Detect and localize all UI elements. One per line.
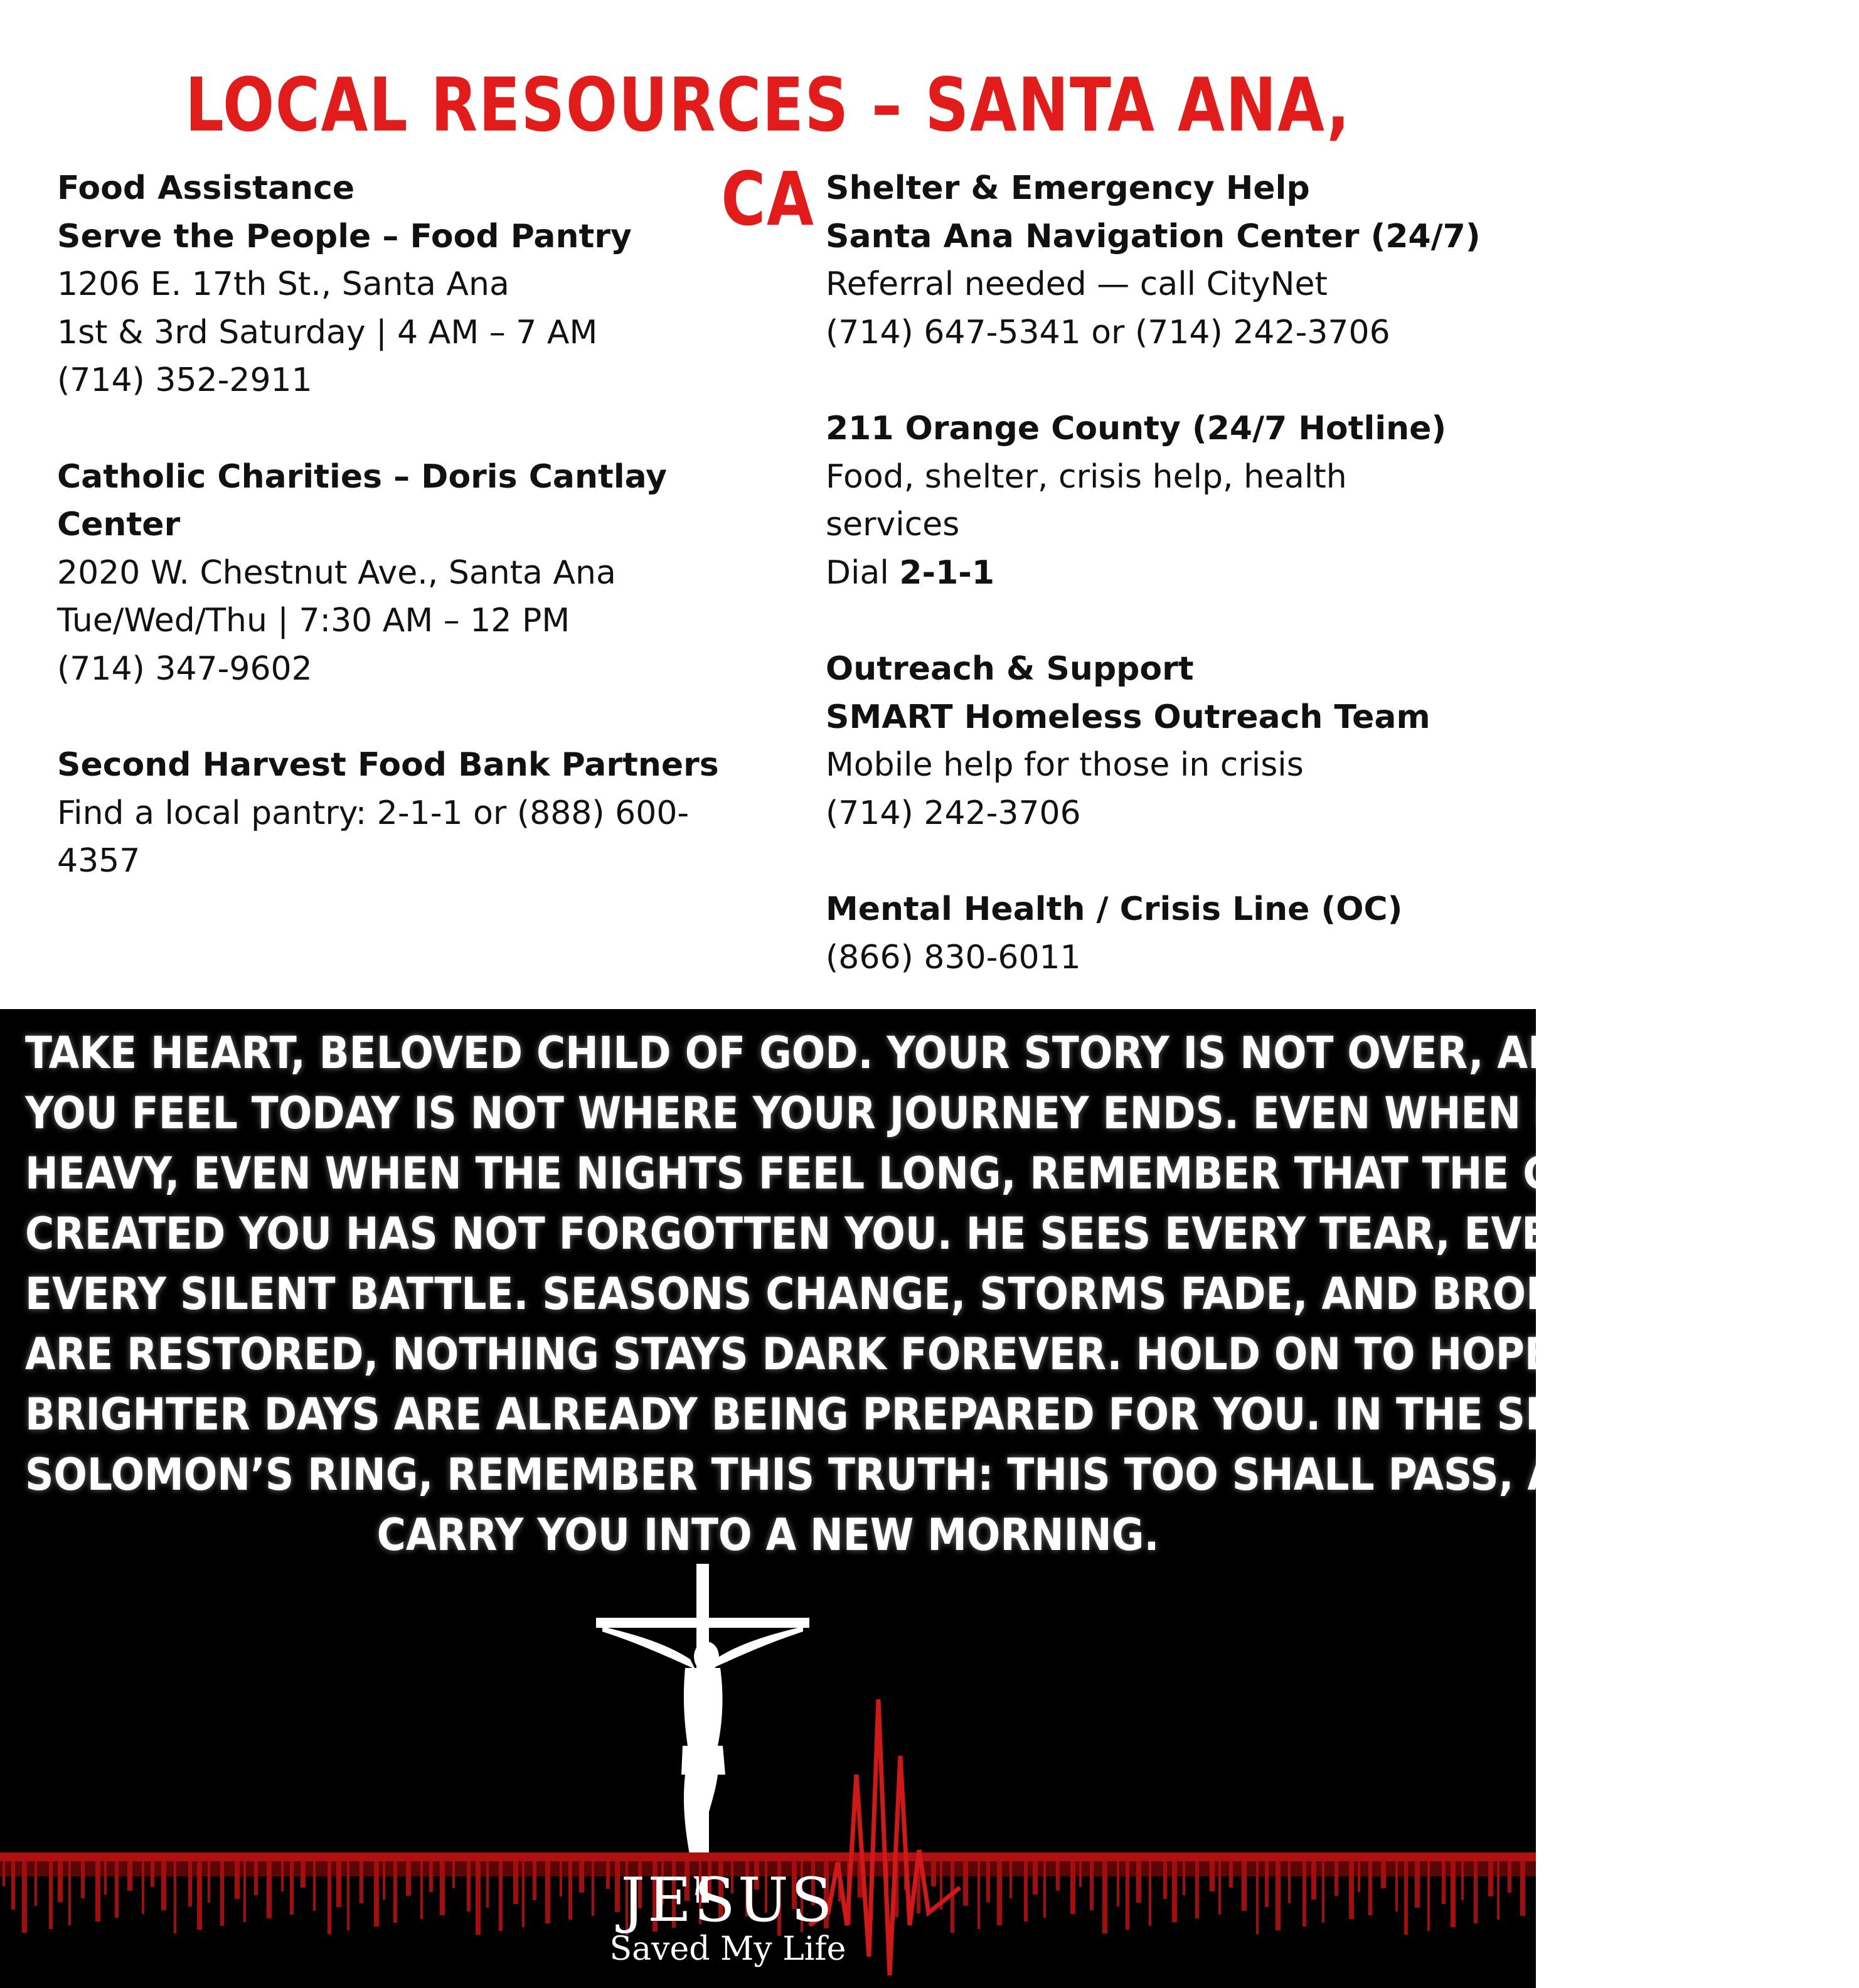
blood-drip — [197, 1861, 202, 1930]
blood-drip — [1404, 1861, 1408, 1935]
blood-drip — [336, 1861, 341, 1907]
blood-drip — [1256, 1861, 1259, 1934]
blood-drip — [1497, 1861, 1499, 1920]
message-line: YOU FEEL TODAY IS NOT WHERE YOUR JOURNEY ENDS. EVEN WHEN LIFE FEELS — [25, 1088, 1777, 1139]
blood-drip — [1368, 1861, 1372, 1915]
blood-drip — [1508, 1861, 1511, 1893]
blood-drip — [1117, 1861, 1119, 1906]
outreach-heading: Outreach & Support — [826, 650, 1194, 688]
blood-drip — [104, 1861, 107, 1894]
blood-drip — [1136, 1861, 1141, 1903]
blood-drip — [1079, 1861, 1082, 1887]
serve-the-people-name: Serve the People – Food Pantry — [57, 217, 632, 255]
blood-drip — [1229, 1861, 1233, 1888]
left-column — [57, 164, 735, 885]
blood-drip — [393, 1861, 397, 1923]
blood-drip — [560, 1861, 562, 1896]
mental-health-phone[interactable]: (866) 830-6011 — [826, 938, 1081, 976]
right-column — [826, 164, 1503, 981]
blood-drip — [3, 1861, 5, 1886]
message-line: ARE RESTORED, NOTHING STAYS DARK FOREVER. HOLD ON TO HOPE, BECAUSE — [25, 1328, 1784, 1380]
serve-the-people-address: 1206 E. 17th St., Santa Ana — [57, 265, 509, 303]
blood-drip — [188, 1861, 192, 1906]
blood-drip — [267, 1861, 272, 1918]
blood-drip — [290, 1861, 294, 1915]
blood-drip — [1520, 1861, 1525, 1916]
blood-drip — [374, 1861, 379, 1927]
blood-drip — [592, 1861, 594, 1916]
blood-drip — [429, 1861, 433, 1892]
catholic-charities-address: 2020 W. Chestnut Ave., Santa Ana — [57, 553, 616, 592]
message-line: CREATED YOU HAS NOT FORGOTTEN YOU. HE SEES EVERY TEAR, EVERY STEP, — [25, 1208, 1738, 1259]
blood-drip — [1033, 1861, 1038, 1894]
catholic-charities-phone[interactable]: (714) 347-9602 — [57, 649, 312, 688]
second-harvest-info: Find a local pantry: 2-1-1 or (888) 600- — [57, 794, 690, 832]
blood-drip — [440, 1861, 445, 1915]
blood-drip — [986, 1861, 990, 1902]
blood-drip — [1090, 1861, 1094, 1910]
encouragement-message — [25, 1023, 1859, 1565]
message-line: TAKE HEART, BELOVED CHILD OF GOD. YOUR STORY IS NOT OVER, AND THE PAIN — [25, 1027, 1812, 1079]
page-title: LOCAL RESOURCES – SANTA ANA, CA — [185, 61, 1351, 242]
blood-drip — [1288, 1861, 1291, 1903]
serve-the-people-phone[interactable]: (714) 352-2911 — [57, 361, 312, 399]
blood-drip — [49, 1861, 53, 1929]
blood-drip — [1311, 1861, 1316, 1900]
blood-drip — [328, 1861, 331, 1934]
message-line: BRIGHTER DAYS ARE ALREADY BEING PREPARED FOR YOU. IN THE SPIRIT OF KING — [25, 1389, 1840, 1440]
blood-drip — [22, 1861, 27, 1933]
blood-drip — [1442, 1861, 1446, 1904]
blood-drip — [499, 1861, 503, 1931]
blood-drip — [1183, 1861, 1185, 1895]
second-harvest-info-cont: 4357 — [57, 842, 141, 880]
oc211-name: 211 Orange County (24/7 Hotline) — [826, 410, 1447, 447]
smart-team-description: Mobile help for those in crisis — [826, 746, 1304, 784]
blood-drip — [545, 1861, 550, 1923]
blood-drip — [174, 1861, 176, 1933]
blood-drip — [977, 1861, 980, 1929]
blood-drip — [1415, 1861, 1420, 1908]
blood-drip — [35, 1861, 37, 1906]
blood-drip — [161, 1861, 166, 1910]
blood-drip — [115, 1861, 119, 1918]
message-line: EVERY SILENT BATTLE. SEASONS CHANGE, STORMS FADE, AND BROKEN ROADS — [25, 1268, 1786, 1320]
shelter-heading: Shelter & Emergency Help — [826, 169, 1310, 207]
blood-drip — [1172, 1861, 1177, 1922]
blood-drip — [383, 1861, 385, 1900]
blood-drip — [347, 1861, 349, 1930]
blood-drip — [533, 1861, 536, 1900]
blood-drip — [963, 1861, 968, 1906]
blood-drip — [235, 1861, 240, 1899]
blood-drip — [1218, 1861, 1221, 1915]
catholic-charities-hours: Tue/Wed/Thu | 7:30 AM – 12 PM — [57, 602, 570, 639]
blood-drip — [58, 1861, 63, 1902]
catholic-charities-name: Catholic Charities – Doris Cantlay — [57, 457, 668, 496]
logo-word: JESUS — [621, 1865, 835, 1935]
oc211-dial-prefix: Dial — [826, 553, 900, 592]
blood-drip — [1102, 1861, 1107, 1933]
blood-drip — [486, 1861, 489, 1908]
message-line: CARRY YOU INTO A NEW MORNING. — [376, 1509, 1159, 1561]
oc211-services-cont: services — [826, 506, 960, 543]
message-line: SOLOMON’S RING, REMEMBER THIS TRUTH: THIS TOO SHALL PASS, AND GOD WILL — [25, 1449, 1859, 1500]
second-harvest-name: Second Harvest Food Bank Partners — [57, 746, 719, 784]
serve-the-people-hours: 1st & 3rd Saturday | 4 AM – 7 AM — [57, 313, 598, 351]
blood-drip — [522, 1861, 525, 1927]
catholic-charities-name-cont: Center — [57, 506, 181, 543]
blood-drip — [467, 1861, 471, 1911]
blood-drip — [513, 1861, 518, 1904]
blood-drip — [1461, 1861, 1464, 1900]
blood-drip — [1302, 1861, 1306, 1927]
navigation-center-referral: Referral needed — call CityNet — [826, 265, 1328, 303]
blood-drip — [406, 1861, 411, 1896]
blood-drip — [997, 1861, 1002, 1925]
blood-drip — [1334, 1861, 1338, 1896]
resources-section — [0, 0, 1536, 1009]
encouragement-section — [0, 1009, 1859, 1988]
blood-drip — [568, 1861, 572, 1920]
oc211-services: Food, shelter, crisis help, health — [826, 457, 1347, 496]
smart-team-phone[interactable]: (714) 242-3706 — [826, 794, 1081, 832]
blood-drip — [95, 1861, 100, 1921]
blood-drip — [11, 1861, 15, 1910]
blood-drip — [1163, 1861, 1167, 1899]
blood-drip — [1322, 1861, 1324, 1923]
navigation-center-phone[interactable]: (714) 647-5341 or (714) 242-3706 — [826, 313, 1390, 351]
navigation-center-name: Santa Ana Navigation Center (24/7) — [826, 217, 1481, 255]
blood-drip — [452, 1861, 455, 1888]
blood-drip — [420, 1861, 423, 1919]
blood-drip — [142, 1861, 144, 1914]
blood-drip — [208, 1861, 210, 1903]
blood-drip — [1070, 1861, 1075, 1914]
mental-health-name: Mental Health / Crisis Line (OC) — [826, 890, 1403, 928]
blood-drip — [281, 1861, 284, 1891]
blood-drip — [360, 1861, 363, 1903]
blood-drip — [254, 1861, 258, 1895]
blood-drip — [579, 1861, 584, 1893]
blood-drip — [1265, 1861, 1269, 1907]
blood-drip — [1126, 1861, 1129, 1930]
blood-drip — [1451, 1861, 1456, 1927]
oc211-dial-number[interactable]: 2-1-1 — [899, 553, 995, 592]
blood-drip — [1488, 1861, 1493, 1896]
blood-drip — [1276, 1861, 1281, 1930]
blood-drip — [1349, 1861, 1354, 1919]
blood-drip — [1427, 1861, 1430, 1931]
blood-drip — [1395, 1861, 1398, 1911]
blood-drip — [81, 1861, 85, 1898]
blood-drip — [68, 1861, 71, 1925]
blood-drip — [151, 1861, 154, 1887]
logo-tagline: Saved My Life — [609, 1930, 846, 1968]
blood-drip — [1381, 1861, 1386, 1888]
blood-drip — [1024, 1861, 1028, 1921]
blood-drip — [476, 1861, 481, 1935]
jesus-logo — [602, 1865, 853, 1968]
blood-drip — [1358, 1861, 1360, 1892]
blood-drip — [313, 1861, 316, 1911]
blood-drip — [1474, 1861, 1478, 1923]
blood-drip — [1149, 1861, 1151, 1926]
blood-drip — [243, 1861, 246, 1922]
blood-drip — [1242, 1861, 1247, 1911]
oc211-dial — [826, 549, 1503, 597]
blood-drip — [220, 1861, 224, 1926]
blood-drip — [1195, 1861, 1199, 1918]
blood-drip — [1210, 1861, 1215, 1891]
blood-drip — [1056, 1861, 1060, 1891]
blood-drip — [301, 1861, 306, 1888]
blood-drip — [1009, 1861, 1012, 1898]
smart-team-name: SMART Homeless Outreach Team — [826, 698, 1430, 736]
blood-drip — [127, 1861, 132, 1891]
food-assistance-heading: Food Assistance — [57, 169, 355, 207]
message-line: HEAVY, EVEN WHEN THE NIGHTS FEEL LONG, REMEMBER THAT THE GOD WHO — [25, 1148, 1746, 1199]
blood-drip — [1043, 1861, 1046, 1918]
